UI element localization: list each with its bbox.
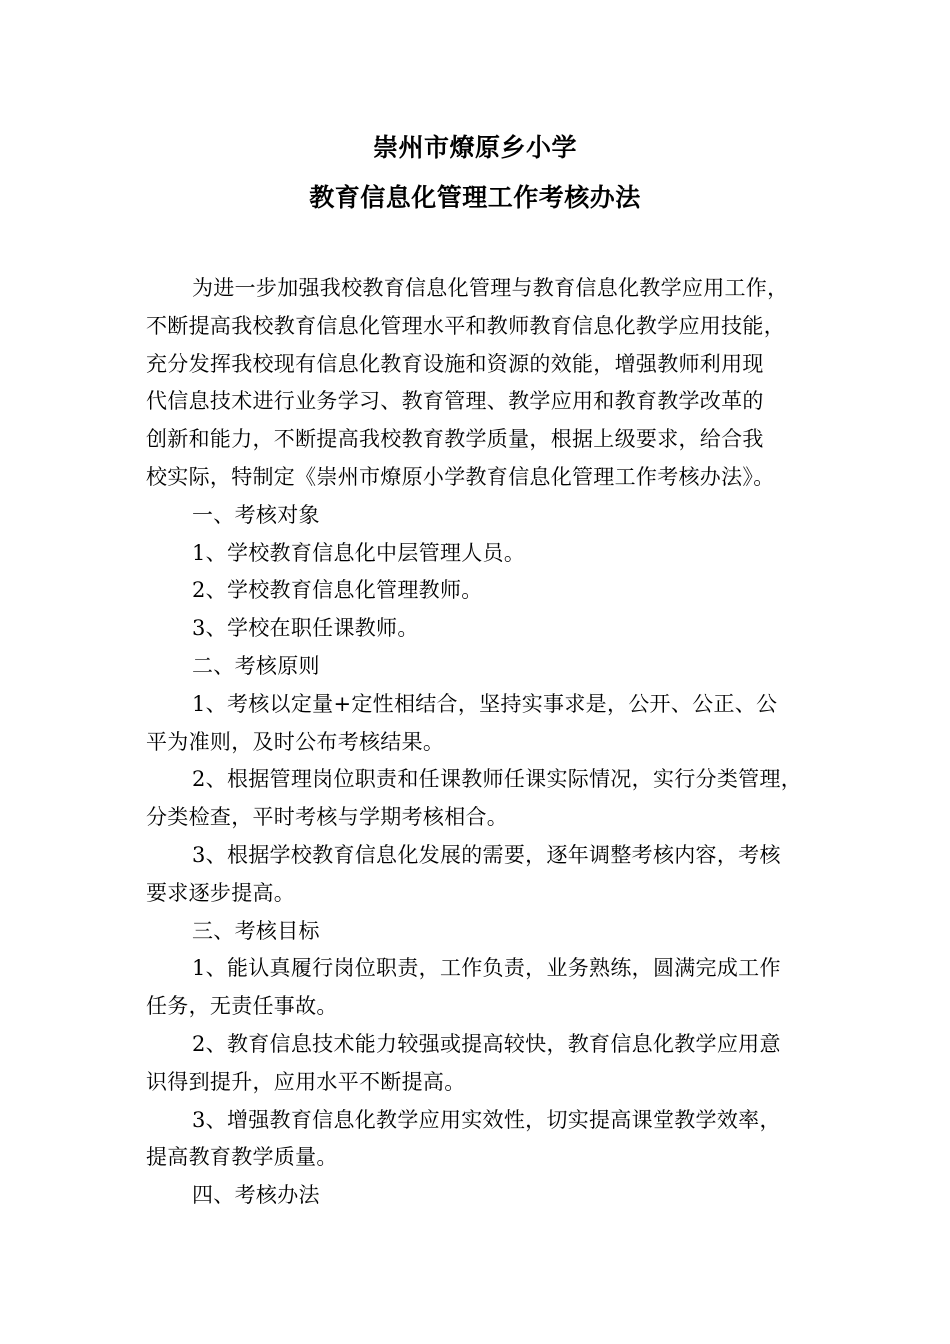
list-item-continuation: 分类检查，平时考核与学期考核相合。 (146, 805, 509, 830)
list-item: 2、根据管理岗位职责和任课教师任课实际情况，实行分类管理， (192, 767, 803, 792)
section-heading-goals: 三、考核目标 (192, 918, 320, 943)
list-item: 1、能认真履行岗位职责，工作负责，业务熟练，圆满完成工作 (192, 956, 781, 981)
list-item: 2、学校教育信息化管理教师。 (192, 578, 483, 603)
document-body (146, 270, 836, 1215)
list-item: 3、根据学校教育信息化发展的需要，逐年调整考核内容，考核 (192, 842, 781, 867)
list-item: 1、考核以定量+定性相结合，坚持实事求是，公开、公正、公 (192, 691, 778, 716)
list-item-continuation: 提高教育教学质量。 (146, 1145, 338, 1170)
list-item: 2、教育信息技术能力较强或提高较快，教育信息化教学应用意 (192, 1031, 781, 1056)
document-title-main: 教育信息化管理工作考核办法 (309, 183, 641, 212)
section-heading-methods: 四、考核办法 (192, 1183, 320, 1208)
list-item-continuation: 要求逐步提高。 (146, 880, 296, 905)
paragraph-intro-line: 为进一步加强我校教育信息化管理与教育信息化教学应用工作， (192, 276, 789, 300)
list-item-continuation: 任务，无责任事故。 (146, 994, 338, 1019)
paragraph-intro-line: 代信息技术进行业务学习、教育管理、教学应用和教育教学改革的 (146, 389, 764, 414)
paragraph-intro-line: 校实际，特制定《崇州市燎原小学教育信息化管理工作考核办法》。 (146, 464, 775, 489)
paragraph-intro-line: 不断提高我校教育信息化管理水平和教师教育信息化教学应用技能， (146, 313, 785, 338)
list-item: 3、学校在职任课教师。 (192, 616, 419, 641)
document-title-school: 崇州市燎原乡小学 (372, 133, 577, 162)
list-item-continuation: 平为准则，及时公布考核结果。 (146, 729, 445, 754)
section-heading-principles: 二、考核原则 (192, 653, 320, 678)
list-item: 3、增强教育信息化教学应用实效性，切实提高课堂教学效率， (192, 1107, 781, 1132)
paragraph-intro-line: 充分发挥我校现有信息化教育设施和资源的效能，增强教师利用现 (146, 351, 764, 376)
paragraph-intro-line: 创新和能力，不断提高我校教育教学质量，根据上级要求，给合我 (146, 427, 764, 452)
list-item: 1、学校教育信息化中层管理人员。 (192, 540, 526, 565)
section-heading-targets: 一、考核对象 (192, 502, 320, 527)
list-item-continuation: 识得到提升，应用水平不断提高。 (146, 1069, 466, 1094)
